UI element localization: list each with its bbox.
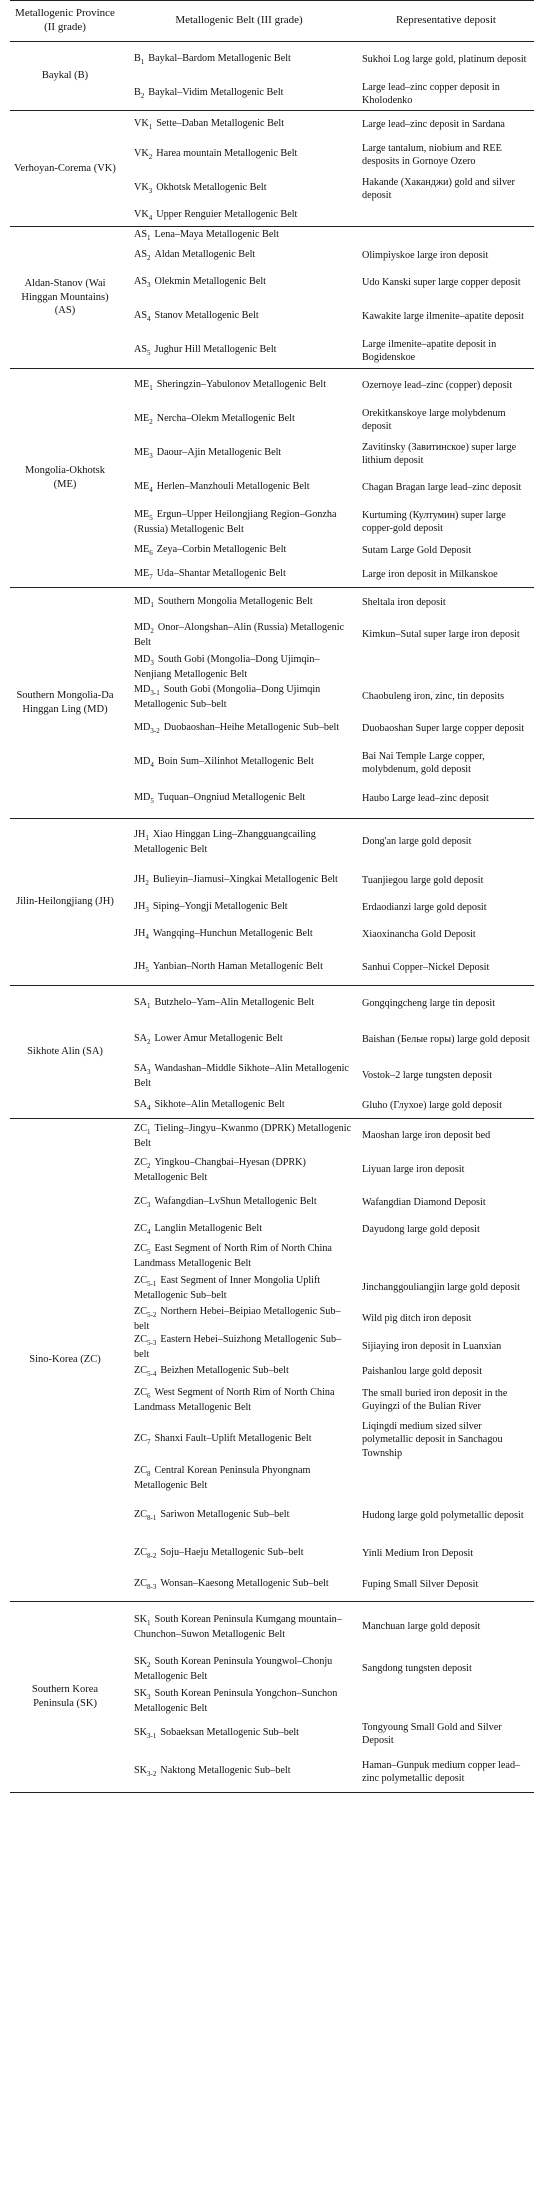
belt-cell <box>120 996 358 1011</box>
belt-code: $ZC_7$ <box>134 1433 151 1447</box>
deposit-cell: Sijiaying iron deposit in Luanxian <box>362 1341 502 1353</box>
belt-name: Baykal–Vidim Metallogenic Belt <box>148 87 284 99</box>
table-row <box>120 1058 534 1094</box>
table-row <box>120 1333 534 1361</box>
deposit-cell: Vostok–2 large tungsten deposit <box>362 1070 493 1082</box>
deposit-cell: Kimkun–Sutal super large iron deposit <box>362 629 520 641</box>
table-row <box>120 986 534 1022</box>
belt-cell <box>120 181 358 196</box>
table-row <box>120 865 534 897</box>
province-group <box>10 1119 534 1602</box>
belt-cell <box>120 653 358 681</box>
province-group <box>10 1602 534 1793</box>
table-row <box>120 403 534 437</box>
deposit-cell: Dayudong large gold deposit <box>362 1224 480 1236</box>
province-name: Aldan-Stanov (Wai Hinggan Mountains) (AS) <box>21 278 109 317</box>
deposit-cell: Zavitinsky (Завитинское) super large lithium deposit <box>362 441 517 466</box>
table-row <box>120 266 534 300</box>
province-name: Sino-Korea (ZC) <box>29 1354 101 1366</box>
belt-cell <box>120 1156 358 1184</box>
table-row <box>120 437 534 471</box>
belt-cell <box>120 1222 358 1237</box>
belt-code: $ZC_1$ <box>134 1122 151 1136</box>
belt-cell <box>120 1062 358 1090</box>
belt-name: South Korean Peninsula Yongchon–Sunchon Metallogenic Belt <box>134 1687 338 1714</box>
belt-name: Central Korean Peninsula Phyongnam Metallogenic Belt <box>134 1464 311 1491</box>
belt-name: Daour–Ajin Metallogenic Belt <box>156 447 282 459</box>
deposit-cell: Yinli Medium Iron Deposit <box>362 1548 474 1560</box>
belt-name: Wandashan–Middle Sikhote–Alin Metallogenic Belt <box>134 1062 349 1089</box>
header-deposit: Representative deposit <box>396 14 496 27</box>
belt-cell <box>120 1687 358 1715</box>
belt-rows <box>120 1119 534 1601</box>
table-row <box>120 505 534 539</box>
belt-cell <box>120 412 358 427</box>
belt-name: Boin Sum–Xilinhot Metallogenic Belt <box>157 756 314 768</box>
belt-name: Jughur Hill Metallogenic Belt <box>154 344 277 356</box>
belt-cell <box>120 683 358 711</box>
belt-code: $JH_1$ <box>134 828 149 842</box>
belt-code: $ME_4$ <box>134 481 153 495</box>
deposit-cell: Haubo Large lead–zinc deposit <box>362 793 489 805</box>
belt-code: $ME_2$ <box>134 413 153 427</box>
belt-cell <box>120 1464 358 1492</box>
deposit-cell: Large tantalum, niobium and REE desposits in Gornoye Ozero <box>362 142 502 167</box>
deposit-cell: Hakande (Хаканджи) gold and silver deposit <box>362 176 515 201</box>
belt-code: $B_1$ <box>134 53 145 67</box>
belt-name: Wafangdian–LvShun Metallogenic Belt <box>154 1196 317 1208</box>
province-group <box>10 111 534 227</box>
belt-name: Herlen–Manzhouli Metallogenic Belt <box>156 481 310 493</box>
belt-name: Sette–Daban Metallogenic Belt <box>156 117 285 129</box>
belt-name: Ergun–Upper Heilongjiang Region–Gonzha (Russia) Metallogenic Belt <box>134 508 337 535</box>
belt-name: Butzhelo–Yam–Alin Metallogenic Belt <box>154 997 315 1009</box>
belt-cell <box>120 1195 358 1210</box>
table-row <box>120 300 534 334</box>
belt-code: $ZC_2$ <box>134 1156 151 1170</box>
belt-cell <box>120 1432 358 1447</box>
belt-code: $AS_2$ <box>134 248 151 262</box>
belt-name: Yanbian–North Haman Metallogenic Belt <box>152 961 323 973</box>
deposit-cell: Sukhoi Log large gold, platinum deposit <box>362 54 527 66</box>
deposit-cell: Chagan Bragan large lead–zinc deposit <box>362 482 522 494</box>
province-name: Mongolia-Okhotsk (ME) <box>25 465 105 490</box>
belt-name: South Korean Peninsula Kumgang mountain–Chunchon–Suwon Metallogenic Belt <box>134 1613 342 1640</box>
deposit-cell: The small buried iron deposit in the Guyingzi of the Bulian River <box>362 1387 508 1412</box>
province-name: Southern Korea Peninsula (SK) <box>31 1684 99 1709</box>
belt-name: Soju–Haeju Metallogenic Sub–belt <box>160 1547 304 1559</box>
belt-cell <box>120 480 358 495</box>
belt-code: $AS_5$ <box>134 344 151 358</box>
belt-code: $ZC_8$ <box>134 1464 151 1478</box>
table-row <box>120 1187 534 1219</box>
belt-cell <box>120 309 358 324</box>
belt-cell <box>120 508 358 536</box>
table-row <box>120 897 534 919</box>
belt-name: Olekmin Metallogenic Belt <box>154 276 267 288</box>
belt-name: Tieling–Jingyu–Kwanmo (DPRK) Metallogenic Belt <box>134 1122 352 1149</box>
belt-cell <box>120 543 358 558</box>
table-row <box>120 42 534 78</box>
belt-name: Southern Mongolia Metallogenic Belt <box>157 596 313 608</box>
belt-code: $ZC_{5-4}$ <box>134 1365 157 1379</box>
table-row <box>120 227 534 245</box>
belt-cell <box>120 1655 358 1683</box>
province-name: Sikhote Alin (SA) <box>27 1046 103 1058</box>
belt-cell <box>120 1274 358 1302</box>
belt-name: Northern Hebei–Beipiao Metallogenic Sub–belt <box>134 1305 341 1332</box>
belt-cell <box>120 1764 358 1779</box>
table-row <box>120 1463 534 1493</box>
belt-name: Harea mountain Metallogenic Belt <box>156 148 298 160</box>
belt-name: East Segment of North Rim of North China Landmass Metallogenic Belt <box>134 1242 332 1269</box>
belt-name: Xiao Hinggan Ling–Zhangguangcailing Metallogenic Belt <box>134 828 316 855</box>
table-row <box>120 1271 534 1305</box>
belt-code: $ME_3$ <box>134 447 153 461</box>
belt-code: $VK_2$ <box>134 148 153 162</box>
belt-code: $SK_{3-1}$ <box>134 1727 157 1741</box>
deposit-cell: Xiaoxinancha Gold Deposit <box>362 929 476 941</box>
belt-name: Langlin Metallogenic Belt <box>154 1223 263 1235</box>
belt-code: $ZC_3$ <box>134 1196 151 1210</box>
table-row <box>120 111 534 138</box>
belt-name: Okhotsk Metallogenic Belt <box>156 182 267 194</box>
belt-name: Nercha–Olekm Metallogenic Belt <box>156 413 295 425</box>
belt-code: $SK_2$ <box>134 1655 151 1669</box>
deposit-cell: Chaobuleng iron, zinc, tin deposits <box>362 691 505 703</box>
belt-name: Beizhen Metallogenic Sub–belt <box>160 1365 289 1377</box>
belt-cell <box>120 1032 358 1047</box>
table-header <box>10 0 534 42</box>
belt-code: $JH_5$ <box>134 961 149 975</box>
belt-code: $AS_1$ <box>134 229 151 243</box>
belt-name: Baykal–Bardom Metallogenic Belt <box>148 53 291 65</box>
belt-code: $SA_4$ <box>134 1099 151 1113</box>
belt-code: $MD_3$ <box>134 653 154 667</box>
deposit-cell: Haman–Gunpuk medium copper lead–zinc polymetallic deposit <box>362 1759 521 1784</box>
belt-cell <box>120 1386 358 1414</box>
deposit-cell: Bai Nai Temple Large copper, molybdenum, gold deposit <box>362 750 485 775</box>
belt-name: South Gobi (Mongolia–Dong Ujimqin Metallogenic Sub–belt <box>134 683 321 710</box>
table-row <box>120 1022 534 1058</box>
belt-rows <box>120 986 534 1118</box>
belt-code: $ME_1$ <box>134 379 153 393</box>
deposit-cell: Orekitkanskoye large molybdenum deposit <box>362 407 506 432</box>
belt-code: $MD_{3-2}$ <box>134 722 160 736</box>
belt-cell <box>120 791 358 806</box>
belt-name: Shanxi Fault–Uplift Metallogenic Belt <box>154 1433 312 1445</box>
belt-name: Sikhote–Alin Metallogenic Belt <box>154 1099 285 1111</box>
table-body <box>10 42 534 1793</box>
deposit-cell: Hudong large gold polymetallic deposit <box>362 1510 524 1522</box>
belt-code: $AS_3$ <box>134 276 151 290</box>
deposit-cell: Duobaoshan Super large copper deposit <box>362 723 525 735</box>
belt-cell <box>120 621 358 649</box>
belt-code: $ME_6$ <box>134 544 153 558</box>
table-row <box>120 1219 534 1241</box>
deposit-cell: Maoshan large iron deposit bed <box>362 1130 491 1142</box>
province-name: Southern Mongolia-Da Hinggan Ling (MD) <box>16 690 114 715</box>
belt-cell <box>120 343 358 358</box>
belt-cell <box>120 595 358 610</box>
deposit-cell: Erdaodianzi large gold deposit <box>362 902 487 914</box>
belt-name: West Segment of North Rim of North China Landmass Metallogenic Belt <box>134 1386 335 1413</box>
belt-code: $ZC_4$ <box>134 1223 151 1237</box>
belt-name: Stanov Metallogenic Belt <box>154 310 259 322</box>
table-row <box>120 1539 534 1569</box>
belt-name: Onor–Alongshan–Alin (Russia) Metallogenic Belt <box>134 621 345 648</box>
belt-code: $JH_3$ <box>134 901 149 915</box>
table-row <box>120 1361 534 1383</box>
deposit-cell: Dong'an large gold deposit <box>362 836 472 848</box>
belt-rows <box>120 369 534 587</box>
table-row <box>120 919 534 951</box>
belt-name: Siping–Yongji Metallogenic Belt <box>152 901 288 913</box>
belt-cell <box>120 147 358 162</box>
deposit-cell: Gluho (Глухое) large gold deposit <box>362 1100 502 1112</box>
belt-rows <box>120 1602 534 1792</box>
belt-name: Wonsan–Kaesong Metallogenic Sub–belt <box>160 1578 329 1590</box>
province-name: Jilin-Heilongjiang (JH) <box>16 896 114 908</box>
belt-code: $ME_7$ <box>134 568 153 582</box>
belt-cell <box>120 1508 358 1523</box>
belt-cell <box>120 248 358 263</box>
belt-name: Sobaeksan Metallogenic Sub–belt <box>160 1727 300 1739</box>
table-row <box>120 206 534 226</box>
table-row <box>120 1602 534 1652</box>
belt-rows <box>120 588 534 818</box>
belt-cell <box>120 1098 358 1113</box>
table-row <box>120 138 534 172</box>
belt-code: $MD_{3-1}$ <box>134 683 160 697</box>
table-row <box>120 369 534 403</box>
belt-cell <box>120 873 358 888</box>
belt-name: Uda–Shantar Metallogenic Belt <box>156 568 286 580</box>
belt-name: Duobaoshan–Heihe Metallogenic Sub–belt <box>163 722 340 734</box>
table-row <box>120 1716 534 1752</box>
belt-code: $ZC_{8-1}$ <box>134 1509 157 1523</box>
belt-cell <box>120 755 358 770</box>
belt-name: Tuquan–Ongniud Metallogenic Belt <box>157 792 306 804</box>
belt-cell <box>120 1122 358 1150</box>
metallogenic-table <box>10 0 534 1793</box>
table-row <box>120 78 534 110</box>
table-row <box>120 1383 534 1417</box>
deposit-cell: Gongqingcheng large tin deposit <box>362 998 496 1010</box>
belt-code: $ZC_{8-3}$ <box>134 1578 157 1592</box>
belt-cell <box>120 1726 358 1741</box>
province-group <box>10 227 534 369</box>
belt-cell <box>120 117 358 132</box>
deposit-cell: Tuanjiegou large gold deposit <box>362 875 484 887</box>
belt-name: Naktong Metallogenic Sub–belt <box>160 1765 291 1777</box>
table-row <box>120 1153 534 1187</box>
table-row <box>120 563 534 587</box>
deposit-cell: Sangdong tungsten deposit <box>362 1663 472 1675</box>
belt-name: Lena–Maya Metallogenic Belt <box>154 229 279 241</box>
belt-code: $MD_5$ <box>134 792 154 806</box>
belt-code: $ZC_{5-1}$ <box>134 1274 157 1288</box>
table-row <box>120 588 534 618</box>
header-province: Metallogenic Province (II grade) <box>15 7 115 33</box>
belt-cell <box>120 378 358 393</box>
belt-code: $ZC_{8-2}$ <box>134 1547 157 1561</box>
table-row <box>120 746 534 780</box>
belt-cell <box>120 228 358 243</box>
belt-code: $MD_2$ <box>134 621 154 635</box>
belt-code: $SK_{3-2}$ <box>134 1765 157 1779</box>
belt-cell <box>120 900 358 915</box>
deposit-cell: Tongyoung Small Gold and Silver Deposit <box>362 1721 502 1746</box>
belt-name: Zeya–Corbin Metallogenic Belt <box>156 544 287 556</box>
belt-cell <box>120 446 358 461</box>
table-row <box>120 1417 534 1463</box>
table-row <box>120 1686 534 1716</box>
deposit-cell: Sutam Large Gold Deposit <box>362 545 472 557</box>
belt-cell <box>120 960 358 975</box>
table-row <box>120 1305 534 1333</box>
deposit-cell: Kawakite large ilmenite–apatite deposit <box>362 311 524 323</box>
table-row <box>120 471 534 505</box>
belt-code: $VK_4$ <box>134 209 153 223</box>
deposit-cell: Fuping Small Silver Deposit <box>362 1579 479 1591</box>
belt-code: $AS_4$ <box>134 310 151 324</box>
belt-name: East Segment of Inner Mongolia Uplift Metallogenic Sub–belt <box>134 1274 321 1301</box>
deposit-cell: Baishan (Белые горы) large gold deposit <box>362 1034 530 1046</box>
belt-cell <box>120 828 358 856</box>
belt-code: $ME_5$ <box>134 508 153 522</box>
province-group <box>10 819 534 986</box>
header-belt: Metallogenic Belt (III grade) <box>175 14 303 27</box>
belt-code: $SA_3$ <box>134 1062 151 1076</box>
table-row <box>120 539 534 563</box>
deposit-cell: Large lead–zinc copper deposit in Kholodenko <box>362 81 500 106</box>
deposit-cell: Liqingdi medium sized silver polymetallic deposit in Sanchagou Township <box>362 1421 503 1459</box>
belt-name: Eastern Hebei–Suizhong Metallogenic Sub–belt <box>134 1333 342 1360</box>
table-row <box>120 1241 534 1271</box>
belt-cell <box>120 1577 358 1592</box>
table-row <box>120 1119 534 1153</box>
belt-cell <box>120 86 358 101</box>
belt-cell <box>120 1613 358 1641</box>
belt-cell <box>120 1364 358 1379</box>
deposit-cell: Jinchanggouliangjin large gold deposit <box>362 1282 520 1294</box>
belt-code: $VK_3$ <box>134 182 153 196</box>
deposit-cell: Paishanlou large gold deposit <box>362 1366 483 1378</box>
belt-code: $JH_4$ <box>134 928 149 942</box>
belt-rows <box>120 227 534 368</box>
belt-cell <box>120 1546 358 1561</box>
province-group <box>10 369 534 588</box>
deposit-cell: Sanhui Copper–Nickel Deposit <box>362 962 490 974</box>
deposit-cell: Liyuan large iron deposit <box>362 1164 465 1176</box>
province-group <box>10 42 534 111</box>
belt-code: $B_2$ <box>134 87 145 101</box>
province-group <box>10 986 534 1119</box>
table-row <box>120 1752 534 1792</box>
deposit-cell: Sheltala iron deposit <box>362 597 446 609</box>
belt-code: $ZC_5$ <box>134 1242 151 1256</box>
deposit-cell: Large lead–zinc deposit in Sardana <box>362 118 505 130</box>
deposit-cell: Ozernoye lead–zinc (copper) deposit <box>362 380 513 392</box>
province-name: Verhoyan-Corema (VK) <box>14 162 116 174</box>
belt-code: $ZC_{5-3}$ <box>134 1333 157 1347</box>
belt-code: $MD_1$ <box>134 596 154 610</box>
belt-name: Sariwon Metallogenic Sub–belt <box>160 1509 290 1521</box>
deposit-cell: Large iron deposit in Milkanskoe <box>362 569 498 581</box>
table-row <box>120 1569 534 1601</box>
belt-name: Wangqing–Hunchun Metallogenic Belt <box>152 928 313 940</box>
table-row <box>120 1493 534 1539</box>
belt-name: South Korean Peninsula Youngwol–Chonju Metallogenic Belt <box>134 1655 333 1682</box>
province-name: Baykal (B) <box>41 70 89 82</box>
table-row <box>120 1652 534 1686</box>
belt-name: Aldan Metallogenic Belt <box>154 248 256 260</box>
belt-code: $ZC_{5-2}$ <box>134 1305 157 1319</box>
table-row <box>120 682 534 712</box>
belt-cell <box>120 208 358 223</box>
table-row <box>120 618 534 652</box>
belt-name: Sheringzin–Yabulonov Metallogenic Belt <box>156 379 327 391</box>
belt-code: $ZC_6$ <box>134 1386 151 1400</box>
belt-code: $MD_4$ <box>134 756 154 770</box>
table-row <box>120 712 534 746</box>
deposit-cell: Manchuan large gold deposit <box>362 1621 481 1633</box>
deposit-cell: Wafangdian Diamond Deposit <box>362 1197 486 1209</box>
table-row <box>120 245 534 266</box>
belt-name: Upper Renguier Metallogenic Belt <box>156 209 298 221</box>
belt-name: Yingkou–Changbai–Hyesan (DPRK) Metallogenic Belt <box>134 1156 306 1183</box>
belt-cell <box>120 1333 358 1361</box>
belt-cell <box>120 927 358 942</box>
belt-name: Lower Amur Metallogenic Belt <box>154 1033 283 1045</box>
province-group <box>10 588 534 819</box>
table-row <box>120 652 534 682</box>
belt-code: $SA_2$ <box>134 1033 151 1047</box>
belt-code: $SK_3$ <box>134 1687 151 1701</box>
table-row <box>120 780 534 818</box>
belt-rows <box>120 111 534 226</box>
belt-name: Bulieyin–Jiamusi–Xingkai Metallogenic Belt <box>152 874 338 886</box>
belt-code: $SK_1$ <box>134 1613 151 1627</box>
belt-rows <box>120 819 534 985</box>
belt-cell <box>120 1305 358 1333</box>
belt-cell <box>120 52 358 67</box>
belt-code: $VK_1$ <box>134 117 153 131</box>
belt-code: $JH_2$ <box>134 874 149 888</box>
belt-cell <box>120 721 358 736</box>
table-row <box>120 819 534 865</box>
belt-code: $SA_1$ <box>134 997 151 1011</box>
belt-cell <box>120 567 358 582</box>
table-row <box>120 951 534 985</box>
table-row <box>120 172 534 206</box>
deposit-cell: Olimpiyskoe large iron deposit <box>362 249 489 261</box>
deposit-cell: Udo Kanski super large copper deposit <box>362 277 521 289</box>
belt-cell <box>120 1242 358 1270</box>
table-row <box>120 1094 534 1118</box>
belt-cell <box>120 275 358 290</box>
table-row <box>120 334 534 368</box>
belt-name: South Gobi (Mongolia–Dong Ujimqin–Nenjiang Metallogenic Belt <box>134 653 320 680</box>
deposit-cell: Large ilmenite–apatite deposit in Bogidenskoe <box>362 338 497 363</box>
deposit-cell: Kurtuming (Култумин) super large copper-gold deposit <box>362 509 506 534</box>
deposit-cell: Wild pig ditch iron deposit <box>362 1313 472 1325</box>
belt-rows <box>120 42 534 110</box>
